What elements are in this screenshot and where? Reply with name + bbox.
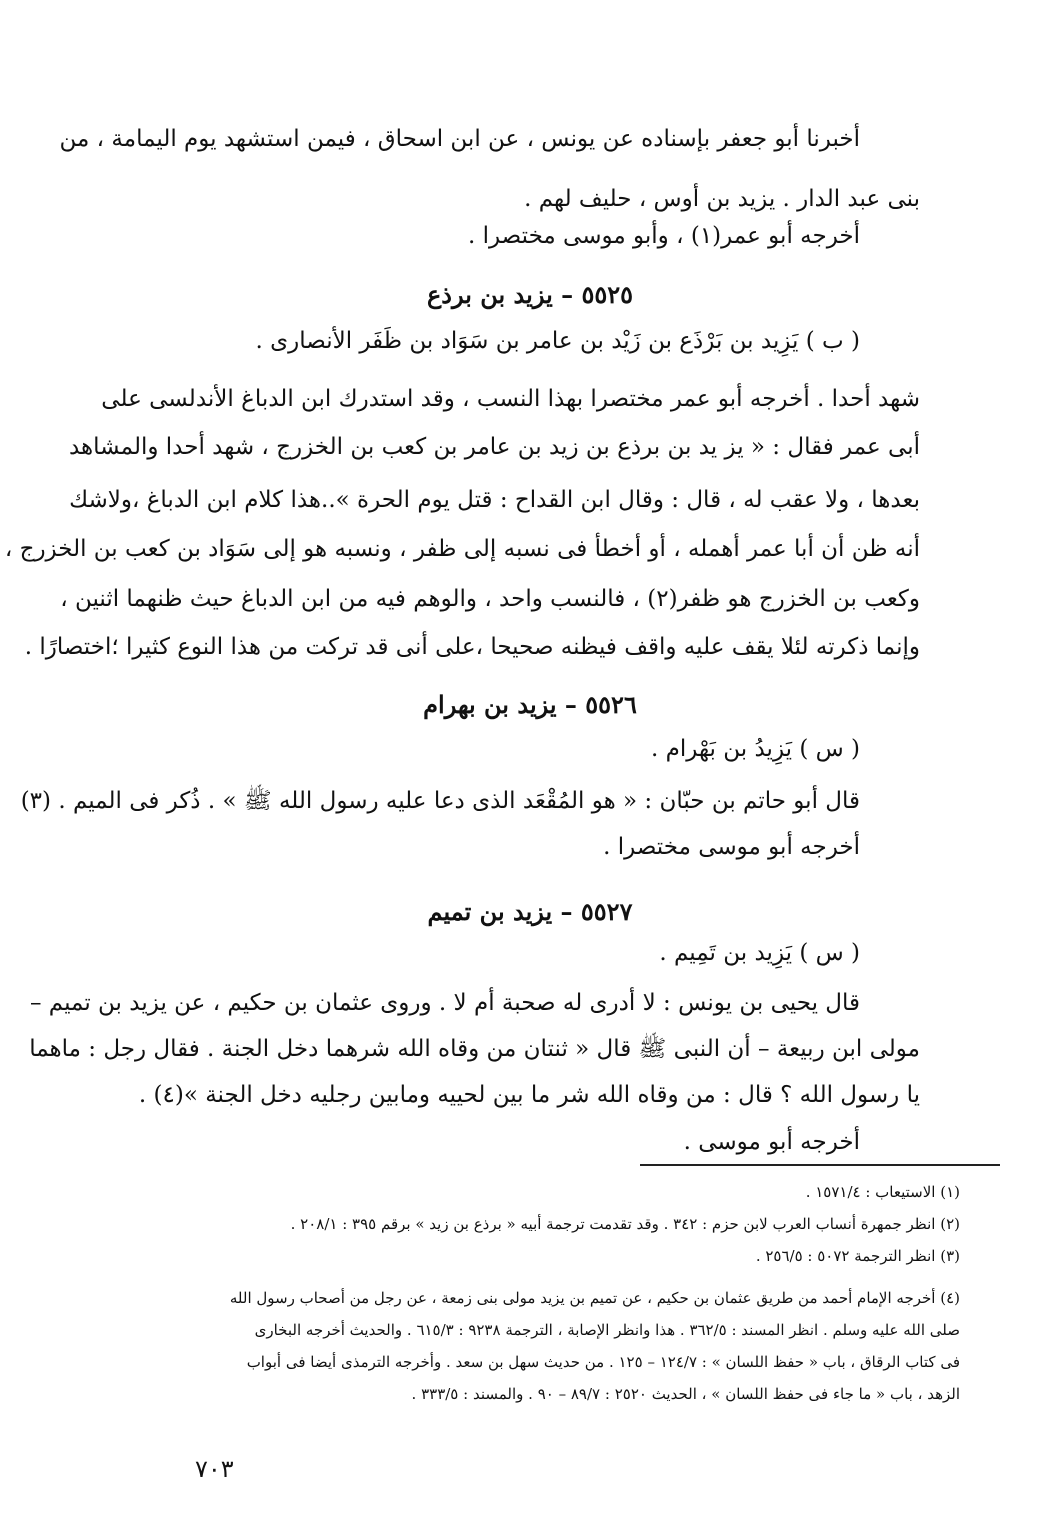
body-line: أنه ظن أن أبا عمر أهمله ، أو أخطأ فى نسبه إلى ظفر ، ونسبه هو إلى سَوَاد بن كعب بن الخزرج ، [4,536,920,562]
body-line: أخرجه أبو موسى مختصرا . [603,834,860,860]
body-line: بنى عبد الدار . يزيد بن أوس ، حليف لهم . [524,186,920,212]
body-line: أخبرنا أبو جعفر بإسناده عن يونس ، عن ابن اسحاق ، فيمن استشهد يوم اليمامة ، من [59,126,860,152]
body-line: أخرجه أبو موسى . [683,1129,860,1155]
body-line: ( ب ) يَزِيد بن بَرْذَع بن زَيْد بن عامر بن سَوَاد بن ظَفَر الأنصارى . [255,328,860,354]
footnote: (٤) أخرجه الإمام أحمد من طريق عثمان بن حكيم ، عن تميم بن يزيد مولى بنى زمعة ، عن رجل من أصحاب رسول الله [229,1289,960,1307]
body-line: وإنما ذكرته لئلا يقف عليه واقف فيظنه صحيحا ،على أنى قد تركت من هذا النوع كثيرا ؛اختصارًا . [24,634,920,660]
body-line: قال يحيى بن يونس : لا أدرى له صحبة أم لا . وروى عثمان بن حكيم ، عن يزيد بن تميم – [29,990,860,1016]
footnote-divider [640,1164,1000,1166]
footnote: الزهد ، باب « ما جاء فى حفظ اللسان » ، الحديث ٢٥٢٠ : ٨٩/٧ – ٩٠ . والمسند : ٣٣٣/٥ . [411,1385,960,1403]
body-line: ( س ) يَزِيدُ بن بَهْرام . [651,736,860,762]
body-line: أبى عمر فقال : « يز يد بن برذع بن زيد بن عامر بن كعب بن الخزرج ، شهد أحدا والمشاهد [68,434,920,460]
footnote: (١) الاستيعاب : ١٥٧١/٤ . [805,1183,960,1201]
body-line: بعدها ، ولا عقب له ، قال : وقال ابن القداح : قتل يوم الحرة »..هذا كلام ابن الدباغ ،ولاشك [69,487,920,513]
footnote: صلى الله عليه وسلم . انظر المسند : ٣٦٢/٥ . هذا وانظر الإصابة ، الترجمة ٩٢٣٨ : ٦١٥/٣ . والحديث أخرجه البخارى [254,1321,960,1339]
footnote: فى كتاب الرقاق ، باب « حفظ اللسان » : ١٢٤/٧ – ١٢٥ . من حديث سهل بن سعد . وأخرجه الترمذى أيضا فى أبواب [246,1353,960,1371]
page-number: ٧٠٣ [195,1455,234,1483]
entry-heading-5526: ٥٥٢٦ – يزيد بن بهرام [423,690,637,719]
body-line: ( س ) يَزِيد بن تَمِيم . [659,940,860,966]
body-line: أخرجه أبو عمر(١) ، وأبو موسى مختصرا . [467,223,860,249]
footnote: (٣) انظر الترجمة ٥٠٧٢ : ٢٥٦/٥ . [755,1247,960,1265]
entry-heading-5525: ٥٥٢٥ – يزيد بن برذع [426,280,634,309]
body-line: وكعب بن الخزرج هو ظفر(٢) ، فالنسب واحد ، والوهم فيه من ابن الدباغ حيث ظنهما اثنين ، [60,586,920,612]
entry-heading-5527: ٥٥٢٧ – يزيد بن تميم [427,897,633,926]
body-line: قال أبو حاتم بن حبّان : « هو المُقْعَد الذى دعا عليه رسول الله ﷺ » . ذُكر فى الميم . (٣) [20,788,860,814]
body-line: مولى ابن ربيعة – أن النبى ﷺ قال « ثنتان من وقاه الله شرهما دخل الجنة . فقال رجل : ماهما [29,1036,920,1062]
footnote: (٢) انظر جمهرة أنساب العرب لابن حزم : ٣٤٢ . وقد تقدمت ترجمة أبيه « برذع بن زيد » برقم ٣٩٥ : ٢٠٨/١ . [290,1215,960,1233]
body-line: شهد أحدا . أخرجه أبو عمر مختصرا بهذا النسب ، وقد استدرك ابن الدباغ الأندلسى على [101,386,920,412]
body-line: يا رسول الله ؟ قال : من وقاه الله شر ما بين لحييه ومابين رجليه دخل الجنة »(٤) . [138,1082,920,1108]
